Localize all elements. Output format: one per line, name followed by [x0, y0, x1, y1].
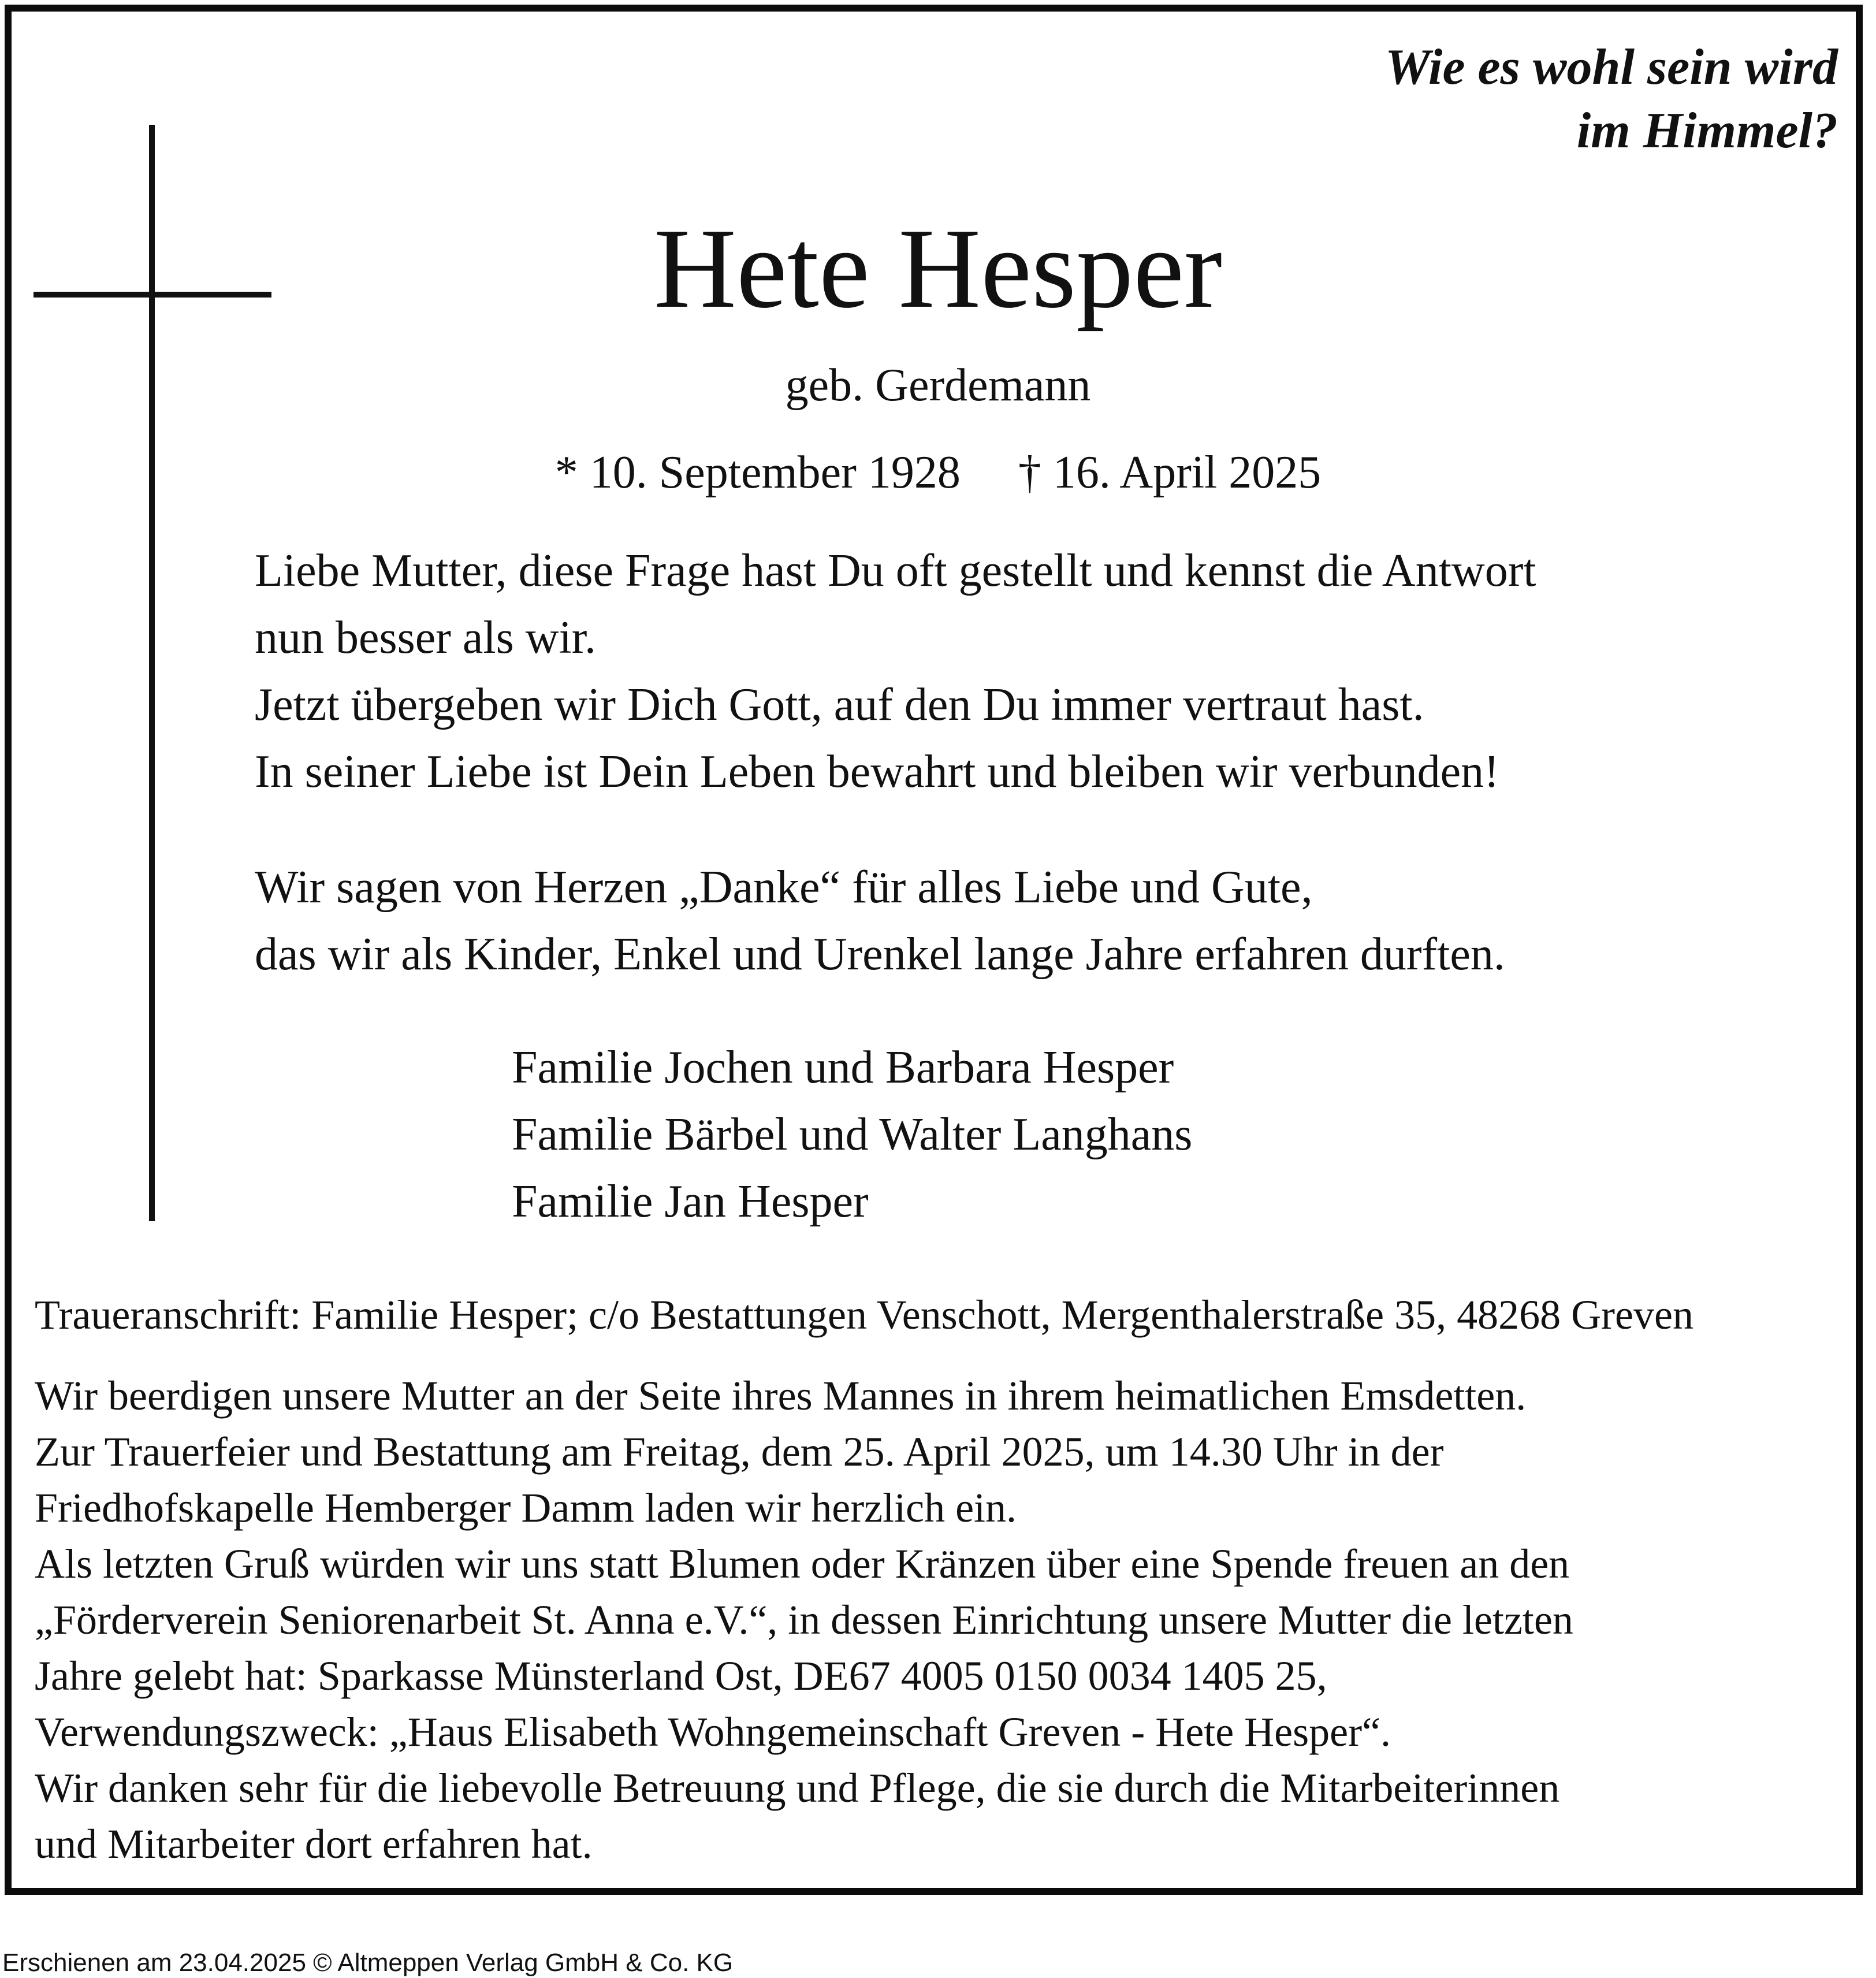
thanks-line: das wir als Kinder, Enkel und Urenkel lange Jahre erfahren durften.	[255, 929, 1505, 980]
verse-line: nun besser als wir.	[255, 612, 597, 663]
family-name: Familie Jochen und Barbara Hesper	[512, 1042, 1174, 1093]
funeral-details	[35, 1368, 1573, 1872]
details-line: Jahre gelebt hat: Sparkasse Münsterland Ost, DE67 4005 0150 0034 1405 25,	[35, 1653, 1327, 1699]
details-line: Wir danken sehr für die liebevolle Betreuung und Pflege, die sie durch die Mitarbeiterinnen	[35, 1765, 1560, 1811]
verse-line: Jetzt übergeben wir Dich Gott, auf den Du immer vertraut hast.	[255, 679, 1424, 730]
details-line: Wir beerdigen unsere Mutter an der Seite ihres Mannes in ihrem heimatlichen Emsdetten.	[35, 1373, 1527, 1419]
details-line: Als letzten Gruß würden wir uns statt Blumen oder Kränzen über eine Spende freuen an den	[35, 1541, 1570, 1587]
motto	[1385, 36, 1838, 163]
publication-footer: Erschienen am 23.04.2025 © Altmeppen Verlag GmbH & Co. KG	[2, 1949, 734, 1977]
family-name: Familie Bärbel und Walter Langhans	[512, 1109, 1193, 1160]
motto-line: im Himmel?	[1576, 103, 1838, 159]
verse-line: In seiner Liebe ist Dein Leben bewahrt und bleiben wir verbunden!	[255, 746, 1499, 797]
details-line: Zur Trauerfeier und Bestattung am Freitag, dem 25. April 2025, um 14.30 Uhr in der	[35, 1429, 1444, 1475]
family-name: Familie Jan Hesper	[512, 1176, 869, 1227]
verse-line: Liebe Mutter, diese Frage hast Du oft gestellt und kennst die Antwort	[255, 545, 1536, 596]
life-dates	[0, 444, 1876, 501]
verse	[255, 537, 1536, 805]
details-line: Verwendungszweck: „Haus Elisabeth Wohngemeinschaft Greven - Hete Hesper“.	[35, 1709, 1391, 1755]
mourners-list	[512, 1034, 1192, 1235]
mourning-address: Traueranschrift: Familie Hesper; c/o Bestattungen Venschott, Mergenthalerstraße 35, 48268 Greven	[35, 1292, 1693, 1338]
birth-date: * 10. September 1928	[554, 447, 961, 498]
motto-line: Wie es wohl sein wird	[1385, 39, 1838, 95]
details-line: Friedhofskapelle Hemberger Damm laden wir herzlich ein.	[35, 1485, 1017, 1531]
details-line: „Förderverein Seniorenarbeit St. Anna e.V.“, in dessen Einrichtung unsere Mutter die letzten	[35, 1597, 1573, 1643]
thanks	[255, 854, 1505, 988]
thanks-line: Wir sagen von Herzen „Danke“ für alles Liebe und Gute,	[255, 862, 1313, 913]
death-date: † 16. April 2025	[1018, 447, 1322, 498]
details-line: und Mitarbeiter dort erfahren hat.	[35, 1821, 593, 1867]
deceased-name: Hete Hesper	[653, 205, 1222, 332]
maiden-name: geb. Gerdemann	[785, 360, 1091, 411]
